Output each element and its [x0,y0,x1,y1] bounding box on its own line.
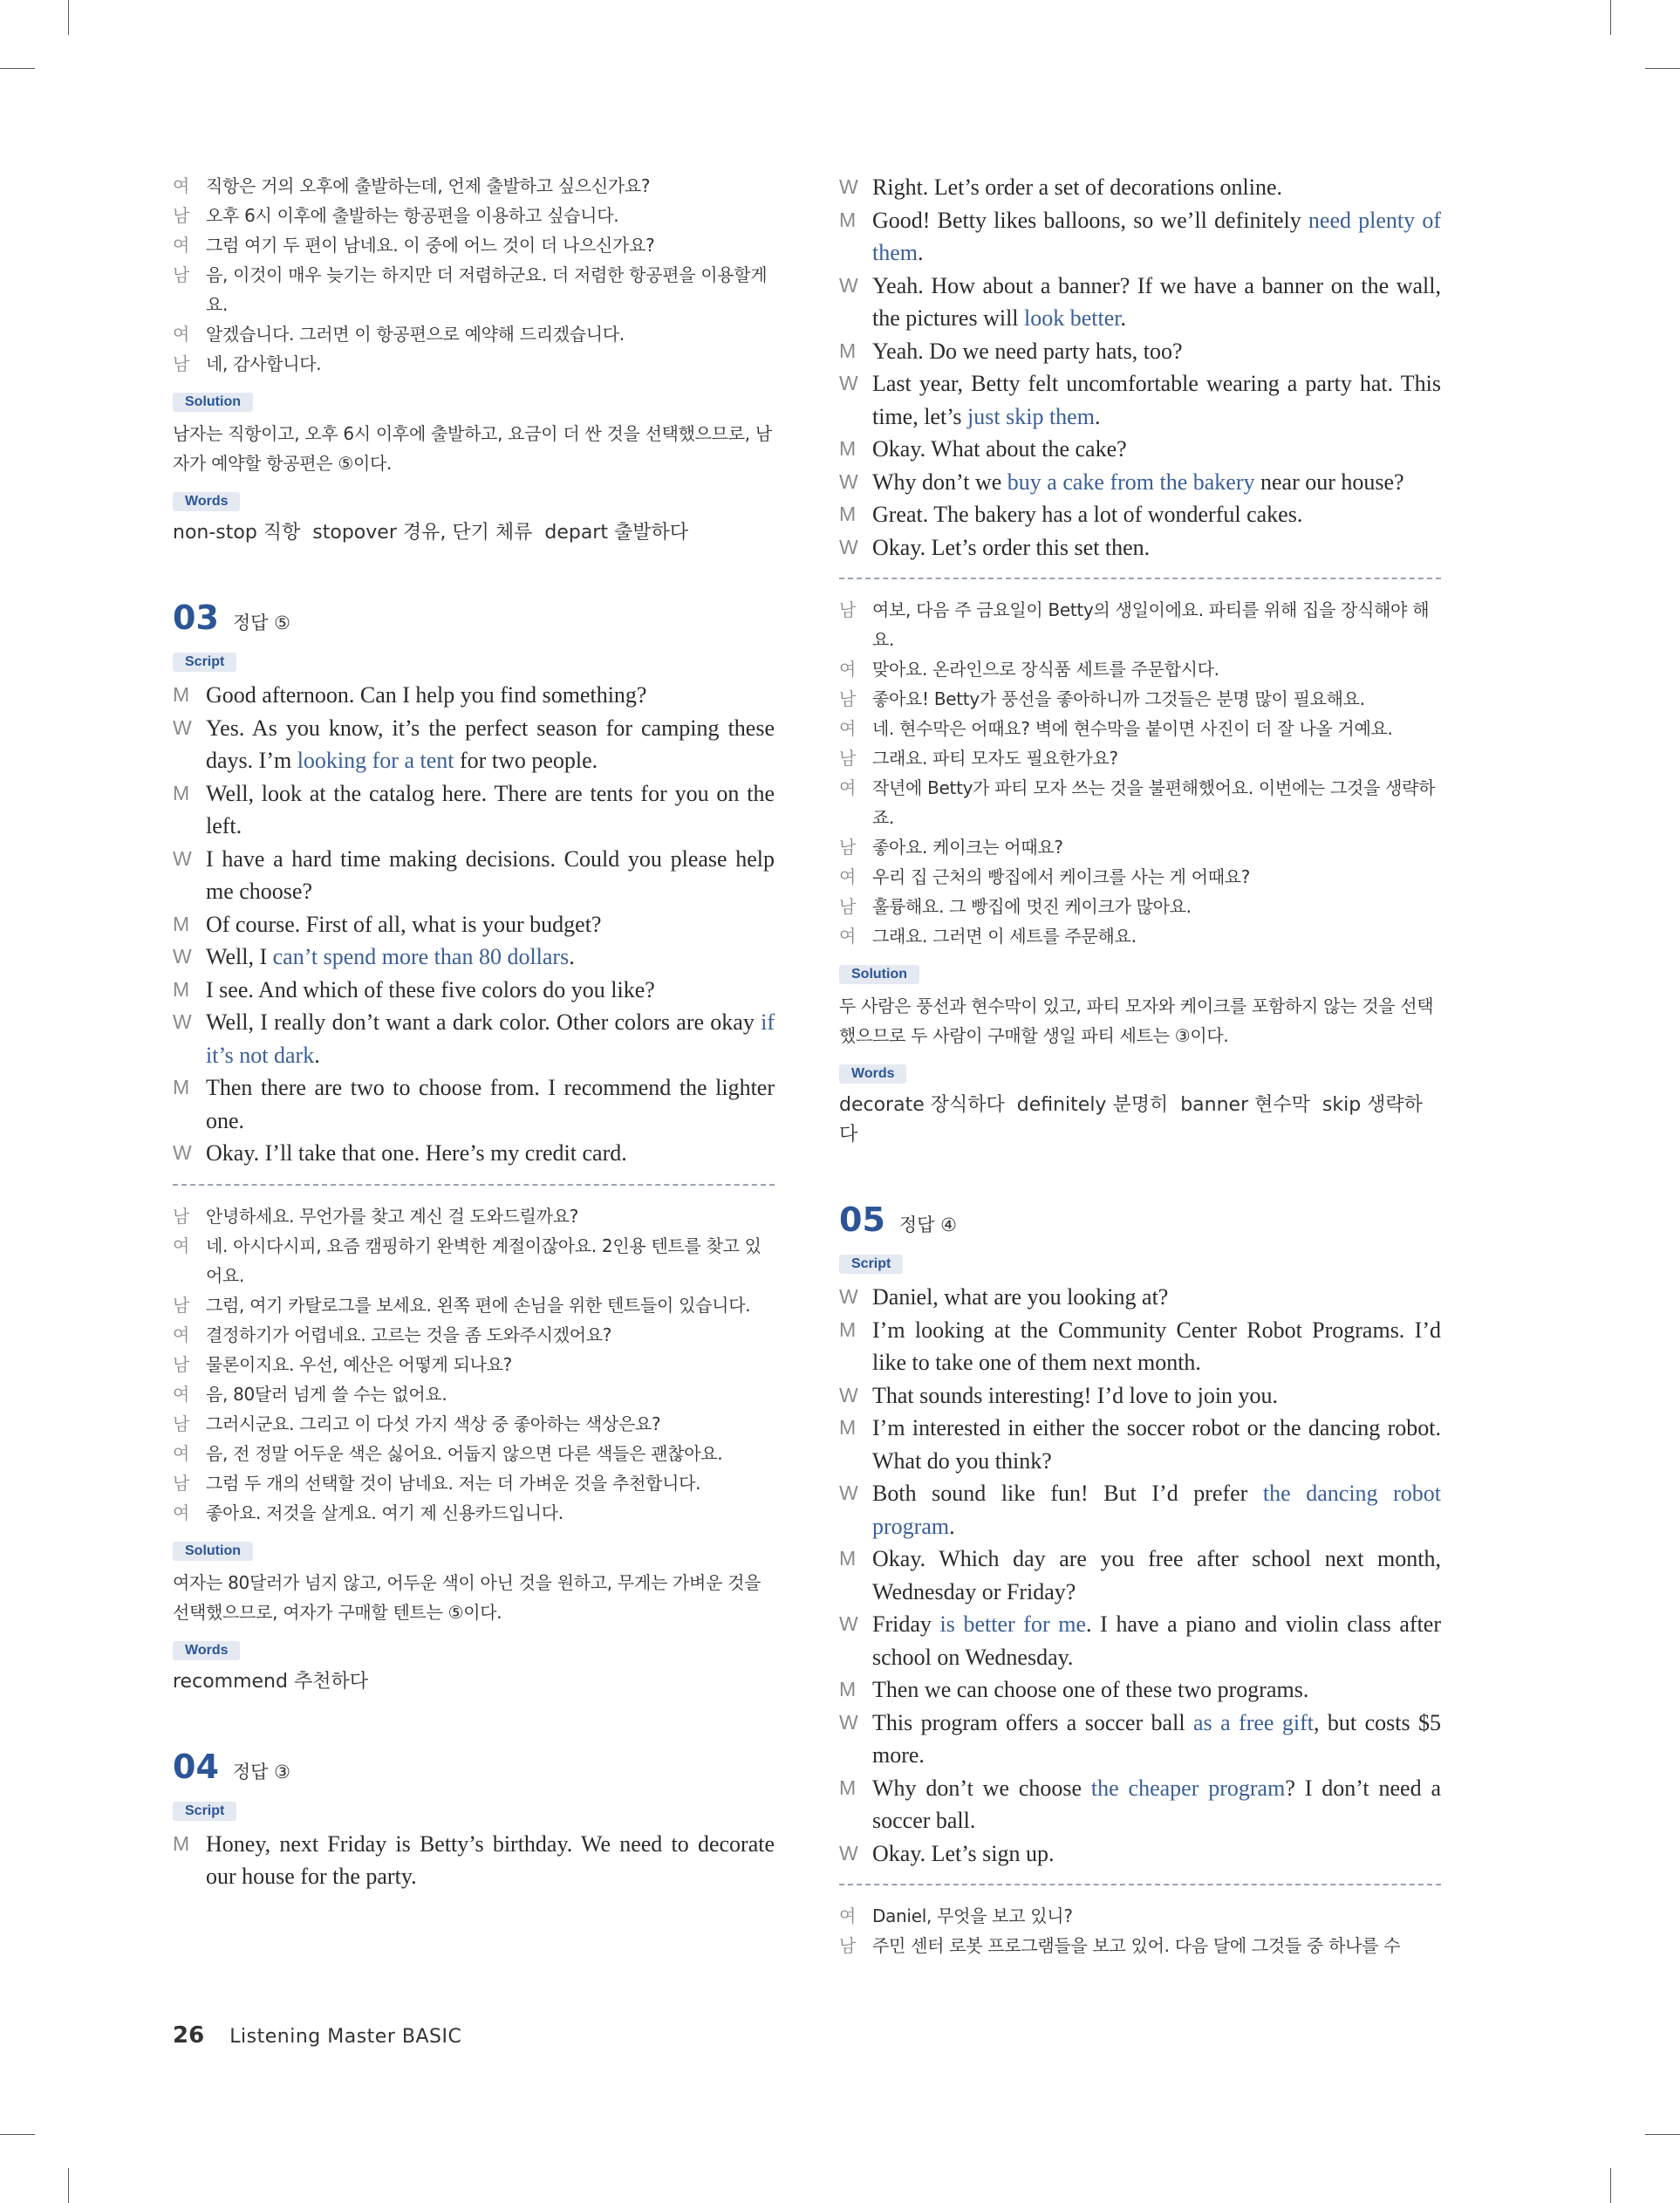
dialogue-text: ? I don’t need a soccer ball. [872,1775,1441,1833]
solution-label: Solution [839,965,919,984]
dialogue-text: Great. The bakery has a lot of wonderful cakes. [872,502,1303,527]
highlighted-phrase: buy a cake from the bakery [1007,469,1255,495]
answer-label: 정답 ③ [232,1761,290,1782]
highlighted-phrase: look better [1024,305,1121,331]
word-entry: recommend 추천하다 [173,1670,368,1693]
words-list [173,1667,775,1697]
dialogue-line [839,270,1441,335]
dialogue-line [839,1772,1441,1837]
dialogue-text: 그럼, 여기 카탈로그를 보세요. 왼쪽 편에 손님을 위한 텐트들이 있습니다. [206,1294,751,1316]
solution-label: Solution [173,1542,253,1561]
speaker-marker: 여 [839,718,857,739]
dialogue-text: 직항은 거의 오후에 출발하는데, 언제 출발하고 싶으신가요? [206,175,651,196]
speaker-marker: M [839,1547,857,1570]
highlighted-phrase: need plenty of them [872,207,1441,265]
question-heading [839,1201,1441,1239]
dialogue-text: I have a hard time making decisions. Could you please help me choose? [206,845,775,904]
dialogue-line [839,466,1441,499]
answer-label: 정답 ⑤ [232,612,290,633]
speaker-marker: W [173,846,192,870]
dialogue-text: Honey, next Friday is Betty’s birthday. We need to decorate our house for the party. [206,1830,775,1889]
dialogue-text: Right. Let’s order a set of decorations online. [872,174,1283,200]
speaker-marker: 남 [839,688,857,709]
dialogue-text: 여보, 다음 주 금요일이 Betty의 생일이에요. 파티를 위해 집을 장식해야 해요. [872,599,1430,650]
dialogue-line [839,1314,1441,1379]
word-entry: skip 생략하다 [839,1094,1423,1146]
speaker-marker: M [839,437,857,460]
dialogue-text: Why don’t we choose [872,1775,1091,1801]
dialogue-text: 결정하기가 어렵네요. 고르는 것을 좀 도와주시겠어요? [206,1324,612,1345]
dialogue-text: Well, I [206,944,273,969]
dialogue-line [839,531,1441,564]
speaker-marker: 남 [173,353,190,374]
speaker-marker: 남 [839,1935,857,1956]
speaker-marker: W [839,535,858,558]
speaker-marker: 여 [839,1905,857,1926]
dialogue-line [173,1828,775,1893]
dialogue-line [839,1281,1441,1314]
dialogue-line [173,777,775,843]
speaker-marker: 남 [173,1205,190,1227]
speaker-marker: 남 [839,837,857,858]
dialogue-line [839,714,1441,743]
dialogue-text: 물론이지요. 우선, 예산은 어떻게 되나요? [206,1353,512,1375]
speaker-marker: W [839,372,858,394]
speaker-marker: 남 [839,896,857,917]
speaker-marker: 여 [173,1383,190,1405]
dialogue-text: I’m looking at the Community Center Robot Programs. I’d like to take one of them next month. [872,1317,1441,1375]
dialogue-text: Why don’t we [872,469,1007,495]
dialogue-line [839,892,1441,921]
dialogue-line [839,1673,1441,1707]
dialogue-line [839,743,1441,773]
dialogue-line [839,684,1441,714]
q04-english-script-continued [839,171,1441,564]
dialogue-line [173,201,775,230]
question-number: 04 [173,1747,219,1786]
dialogue-line [173,1350,775,1379]
speaker-marker: 여 [839,926,857,947]
book-title: Listening Master BASIC [229,2026,462,2048]
dialogue-text: Of course. First of all, what is your budget? [206,911,602,937]
speaker-marker: 남 [173,1413,190,1434]
speaker-marker: W [839,1383,858,1406]
dialogue-text: . [949,1513,955,1539]
speaker-marker: 여 [839,659,857,680]
dialogue-text: . [1094,403,1101,429]
dialogue-text: Okay. Let’s order this set then. [872,534,1151,560]
dialogue-text: This program offers a soccer ball [872,1709,1193,1735]
dialogue-text: Last year, Betty felt uncomfortable wearing a party hat. This time, let’s [872,371,1441,429]
speaker-marker: 남 [173,264,190,285]
dialogue-text: . [314,1042,320,1068]
dialogue-line [839,1707,1441,1772]
solution-text: 두 사람은 풍선과 현수막이 있고, 파티 모자와 케이크를 포함하지 않는 것을 선택했으므로 두 사람이 구매할 생일 파티 세트는 ③이다. [839,995,1434,1046]
dialogue-text: Then we can choose one of these two programs. [872,1677,1309,1702]
question-number: 03 [173,599,219,637]
speaker-marker: M [173,781,190,804]
crop-mark [1645,68,1680,69]
dialogue-text: Then there are two to choose from. I recommend the lighter one. [206,1075,775,1133]
dialogue-line [173,1439,775,1468]
dialogue-text: Yeah. Do we need party hats, too? [872,338,1183,364]
dialogue-text: . [918,240,924,265]
word-entry: stopover 경유, 단기 체류 [312,522,533,544]
q04-korean-script [839,595,1441,951]
dialogue-text: . I have a piano and violin class after school on Wednesday. [872,1611,1441,1670]
dialogue-text: 알겠습니다. 그러면 이 항공편으로 예약해 드리겠습니다. [206,324,625,345]
dialogue-line [173,1201,775,1231]
crop-mark [0,68,35,69]
dialogue-line [839,433,1441,466]
crop-mark [1610,0,1611,35]
dialogue-text: Both sound like fun! But I’d prefer [872,1481,1263,1506]
dialogue-text: Friday [872,1611,940,1637]
script-label: Script [173,653,236,672]
dashed-divider [173,1184,775,1186]
dialogue-line [839,654,1441,684]
dialogue-text: 네, 감사합니다. [206,353,322,374]
words-list [173,518,775,548]
speaker-marker: 여 [173,1324,190,1345]
dialogue-line [173,679,775,712]
dialogue-line [839,498,1441,531]
dialogue-text: 네. 현수막은 어때요? 벽에 현수막을 붙이면 사진이 더 잘 나올 거예요. [872,718,1393,739]
speaker-marker: M [173,977,190,1001]
speaker-marker: M [173,912,190,935]
solution-text: 여자는 80달러가 넘지 않고, 어두운 색이 아닌 것을 원하고, 무게는 가벼운 것을 선택했으므로, 여자가 구매할 텐트는 ⑤이다. [173,1571,761,1623]
dialogue-line [839,1543,1441,1608]
speaker-marker: 남 [173,205,190,226]
dialogue-line [173,974,775,1007]
dialogue-text: Good! Betty likes balloons, so we’ll definitely [872,207,1308,233]
dialogue-text: 음, 이것이 매우 늦기는 하지만 더 저렴하군요. 더 저렴한 항공편을 이용할게요. [206,264,768,315]
dialogue-line [173,1379,775,1409]
dialogue-line [173,260,775,319]
crop-mark [1610,2168,1611,2203]
words-label: Words [173,1641,240,1660]
highlighted-phrase: if it’s not dark [206,1009,775,1068]
dialogue-text: Good afternoon. Can I help you find something? [206,682,647,708]
left-column [173,171,775,1893]
dialogue-line [173,319,775,349]
crop-mark [0,2134,35,2135]
dialogue-text: 맞아요. 온라인으로 장식품 세트를 주문합시다. [872,659,1219,680]
speaker-marker: 남 [839,599,857,620]
question-heading [173,1748,775,1786]
dialogue-line [173,1290,775,1320]
dialogue-line [173,230,775,260]
dialogue-line [173,1137,775,1170]
dialogue-text: 안녕하세요. 무언가를 찾고 계신 걸 도와드릴까요? [206,1205,579,1227]
speaker-marker: M [839,208,857,231]
highlighted-phrase: the dancing robot program [872,1481,1441,1539]
speaker-marker: 남 [173,1294,190,1316]
dialogue-line [173,843,775,908]
speaker-marker: W [839,1710,858,1734]
dialogue-line [173,1409,775,1439]
speaker-marker: 남 [839,748,857,769]
dialogue-text: 그럼 두 개의 선택할 것이 남네요. 저는 더 가벼운 것을 추천합니다. [206,1472,701,1494]
dialogue-line [839,773,1441,832]
dialogue-text: That sounds interesting! I’d love to join you. [872,1382,1279,1408]
q03-korean-script [173,1201,775,1528]
dialogue-text: 좋아요! Betty가 풍선을 좋아하니까 그것들은 분명 많이 필요해요. [872,688,1365,709]
speaker-marker: W [839,273,858,297]
speaker-marker: 여 [839,777,857,798]
speaker-marker: W [173,1141,192,1164]
dialogue-line [839,1412,1441,1477]
crop-mark [68,2168,69,2203]
dialogue-text: Okay. I’ll take that one. Here’s my credit card. [206,1140,627,1166]
dialogue-text: for two people. [454,748,598,773]
dialogue-text: Yes. As you know, it’s the perfect season for camping these days. I’m [206,715,775,773]
page-number: 26 [173,2022,205,2049]
q03-english-script [173,679,775,1170]
speaker-marker: 여 [839,866,857,887]
speaker-marker: M [839,1775,857,1799]
speaker-marker: M [839,1416,857,1439]
dialogue-line [839,367,1441,433]
highlighted-phrase: the cheaper program [1090,1775,1286,1801]
dialogue-text: . [1120,305,1126,331]
dialogue-text: Well, look at the catalog here. There are tents for you on the left. [206,780,775,838]
script-label: Script [173,1802,236,1821]
speaker-marker: M [839,339,857,362]
speaker-marker: 여 [173,1235,190,1256]
dialogue-text: 그러시군요. 그리고 이 다섯 가지 색상 중 좋아하는 색상은요? [206,1413,661,1434]
speaker-marker: W [839,175,858,198]
speaker-marker: W [173,945,192,968]
speaker-marker: 남 [173,1472,190,1494]
solution-text: 남자는 직항이고, 오후 6시 이후에 출발하고, 요금이 더 싼 것을 선택했으므로, 남자가 예약할 항공편은 ⑤이다. [173,423,772,474]
dashed-divider [839,578,1441,579]
speaker-marker: 여 [173,235,190,256]
highlighted-phrase: looking for a tent [297,748,454,773]
answer-label: 정답 ④ [898,1214,957,1235]
dialogue-text: 그럼 여기 두 편이 남네요. 이 중에 어느 것이 더 나으신가요? [206,235,655,256]
dashed-divider [839,1884,1441,1885]
dialogue-line [173,1231,775,1290]
q05-english-script [839,1281,1441,1870]
speaker-marker: 여 [173,1442,190,1464]
dialogue-text: 좋아요. 케이크는 어때요? [872,837,1063,858]
dialogue-text: 훌륭해요. 그 빵집에 멋진 케이크가 많아요. [872,896,1192,917]
dialogue-line [173,1006,775,1071]
dialogue-line [839,1901,1441,1931]
right-column [839,171,1441,1960]
words-label: Words [173,492,240,511]
dialogue-line [173,908,775,941]
speaker-marker: 남 [173,1353,190,1375]
speaker-marker: M [173,683,190,706]
speaker-marker: 여 [173,324,190,345]
dialogue-line [173,941,775,974]
word-entry: banner 현수막 [1180,1094,1310,1116]
dialogue-text: 오후 6시 이후에 출발하는 항공편을 이용하고 싶습니다. [206,205,619,226]
dialogue-line [173,1498,775,1528]
dialogue-line [173,712,775,777]
word-entry: decorate 장식하다 [839,1094,1005,1116]
q04-english-script [173,1828,775,1893]
q05-korean-script [839,1901,1441,1960]
dialogue-line [173,1320,775,1350]
speaker-marker: W [839,469,858,493]
words-label: Words [839,1064,906,1084]
dialogue-text: 그래요. 파티 모자도 필요한가요? [872,748,1118,769]
dialogue-line [839,1477,1441,1543]
dialogue-line [839,595,1441,654]
dialogue-text: 그래요. 그러면 이 세트를 주문해요. [872,926,1137,947]
speaker-marker: W [839,1612,858,1635]
highlighted-phrase: can’t spend more than 80 dollars [272,944,570,969]
word-entry: non-stop 직항 [173,522,301,544]
dialogue-line [839,832,1441,862]
speaker-marker: M [173,1831,190,1855]
dialogue-line [839,335,1441,368]
dialogue-text: . [569,944,575,969]
speaker-marker: W [839,1841,858,1864]
dialogue-line [173,1071,775,1137]
dialogue-text: Daniel, 무엇을 보고 있니? [872,1905,1073,1926]
speaker-marker: M [839,503,857,525]
dialogue-line [839,204,1441,270]
solution-label: Solution [173,393,253,412]
question-heading [173,599,775,637]
dialogue-text: near our house? [1254,469,1404,495]
highlighted-phrase: is better for me [939,1611,1087,1637]
word-entry: definitely 분명히 [1016,1094,1169,1116]
script-label: Script [839,1255,903,1274]
highlighted-phrase: just skip them [967,403,1095,429]
dialogue-text: 음, 80달러 넘게 쓸 수는 없어요. [206,1383,447,1405]
page-footer [173,2022,461,2049]
dialogue-line [173,171,775,201]
dialogue-line [839,921,1441,951]
crop-mark [68,0,69,35]
dialogue-text: I’m interested in either the soccer robot or the dancing robot. What do you think? [872,1415,1441,1474]
dialogue-text: 음, 전 정말 어두운 색은 싫어요. 어둡지 않으면 다른 색들은 괜찮아요. [206,1442,723,1464]
q02-korean-script [173,171,775,379]
dialogue-line [173,349,775,379]
dialogue-text: 네. 아시다시피, 요즘 캠핑하기 완벽한 계절이잖아요. 2인용 텐트를 찾고 있어요. [206,1235,761,1286]
dialogue-text: Yeah. How about a banner? If we have a banner on the wall, the pictures will [872,272,1441,331]
dialogue-text: Well, I really don’t want a dark color. Other colors are okay [206,1009,761,1035]
speaker-marker: 여 [173,175,190,196]
dialogue-line [839,1837,1441,1871]
speaker-marker: W [173,715,192,739]
words-list [839,1091,1441,1150]
dialogue-line [839,1608,1441,1673]
dialogue-text: Daniel, what are you looking at? [872,1284,1169,1310]
dialogue-text: Okay. Which day are you free after school next month, Wednesday or Friday? [872,1546,1441,1604]
speaker-marker: W [839,1285,858,1308]
word-entry: depart 출발하다 [544,522,688,544]
speaker-marker: W [173,1010,192,1033]
dialogue-text: , but costs $5 more. [872,1709,1442,1768]
dialogue-text: Okay. What about the cake? [872,436,1127,462]
dialogue-text: 작년에 Betty가 파티 모자 쓰는 것을 불편해했어요. 이번에는 그것을 생략하죠. [872,777,1436,828]
dialogue-text: 주민 센터 로봇 프로그램들을 보고 있어. 다음 달에 그것들 중 하나를 수 [872,1935,1401,1956]
speaker-marker: W [839,1481,858,1504]
dialogue-line [839,1379,1441,1413]
speaker-marker: 여 [173,1502,190,1523]
dialogue-text: 우리 집 근처의 빵집에서 케이크를 사는 게 어때요? [872,866,1251,887]
dialogue-text: Okay. Let’s sign up. [872,1840,1055,1866]
speaker-marker: M [839,1317,857,1341]
dialogue-text: 좋아요. 저것을 살게요. 여기 제 신용카드입니다. [206,1502,563,1523]
speaker-marker: M [839,1678,857,1700]
dialogue-line [839,171,1441,204]
crop-mark [1645,2134,1680,2135]
speaker-marker: M [173,1076,190,1098]
dialogue-line [173,1468,775,1498]
dialogue-text: I see. And which of these five colors do you like? [206,976,655,1002]
question-number: 05 [839,1201,885,1239]
highlighted-phrase: as a free gift [1192,1709,1314,1735]
dialogue-line [839,862,1441,892]
dialogue-line [839,1931,1441,1960]
